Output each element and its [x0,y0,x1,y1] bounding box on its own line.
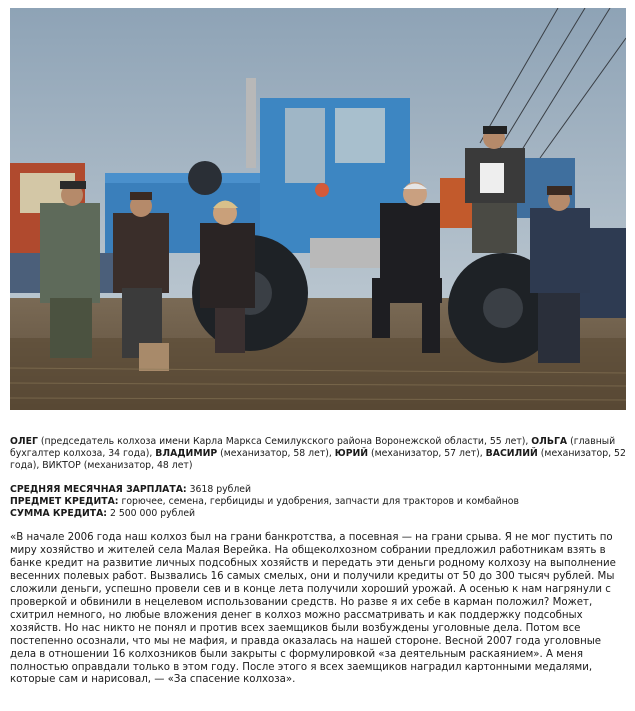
person-name-vladimir: ВЛАДИМИР [155,448,218,460]
loan-subject-value: горючее, семена, гербициды и удобрения, запчасти для тракторов и комбайнов [118,496,519,508]
group-photo [10,8,626,410]
loan-amount-label: СУММА КРЕДИТА: [10,508,108,520]
person-desc-oleg: (председатель колхоза имени Карла Маркса Семилукского района Воронежской области, 55 лет), [37,436,532,447]
loan-subject-label: ПРЕДМЕТ КРЕДИТА: [10,496,119,508]
person-name-yuriy: ЮРИЙ [334,448,369,460]
loan-amount-value: 2 500 000 рублей [107,508,196,520]
person-desc-vladimir: (механизатор, 58 лет), [217,448,335,460]
person-desc-viktor: (механизатор, 48 лет) [80,460,193,472]
person-desc-vasiliy: (механизатор, 52 года), [10,448,626,472]
people-caption [10,436,626,472]
photo-scene [10,8,626,410]
loan-amount-row [10,508,626,520]
loan-subject-row [10,496,626,508]
salary-value: 3618 рублей [186,484,252,495]
salary-label: СРЕДНЯЯ МЕСЯЧНАЯ ЗАРПЛАТА: [10,484,187,495]
loan-facts [10,484,626,520]
person-desc-yuriy: (механизатор, 57 лет), [368,448,486,460]
person-name-olga: ОЛЬГА [531,436,568,447]
person-desc-olga: (главный бухгалтер колхоза, 34 года), [10,436,616,460]
salary-row [10,484,626,496]
person-name-oleg: ОЛЕГ [10,436,38,447]
person-name-vasiliy: ВАСИЛИЙ [485,448,538,460]
interview-quote: «В начале 2006 года наш колхоз был на грани банкротства, а посевная — на грани срыва. Я не мог пустить по миру хозяйство и жителей села Малая Верейка. На общеколхозном собрании предложил работникам взять в банке кредит на развитие личных подсобных хозяйств и передать эти деньги родному колхозу на выполнение весенних полевых работ. Вызвались 16 самых смелых, они и получили кредиты от 50 до 300 тысяч рублей. Мы сложили деньги, успешно провели сев и в конце лета получили хороший урожай. А осенью к нам нагрянули с проверкой и обвинили в нецелевом использовании средств. Но разве я их себе в карман положил? Может, схитрил немного, но любые вложения денег в колхоз можно рассматривать и как поддержку подсобных хозяйств. Но нас никто не понял и против всех заемщиков были возбуждены уголовные дела. Потом все постепенно осознали, что мы не мафия, и правда оказалась на нашей стороне. Весной 2007 года уголовные дела в отношении 16 колхозников были закрыты с формулировкой «за деятельным раскаянием». А меня полностью оправдали только в этом году. После этого я всех заемщиков наградил картонными медалями, которые сам и нарисовал, — «За спасение колхоза». [10,532,616,686]
person-name-viktor: ВИКТОР [42,460,81,472]
